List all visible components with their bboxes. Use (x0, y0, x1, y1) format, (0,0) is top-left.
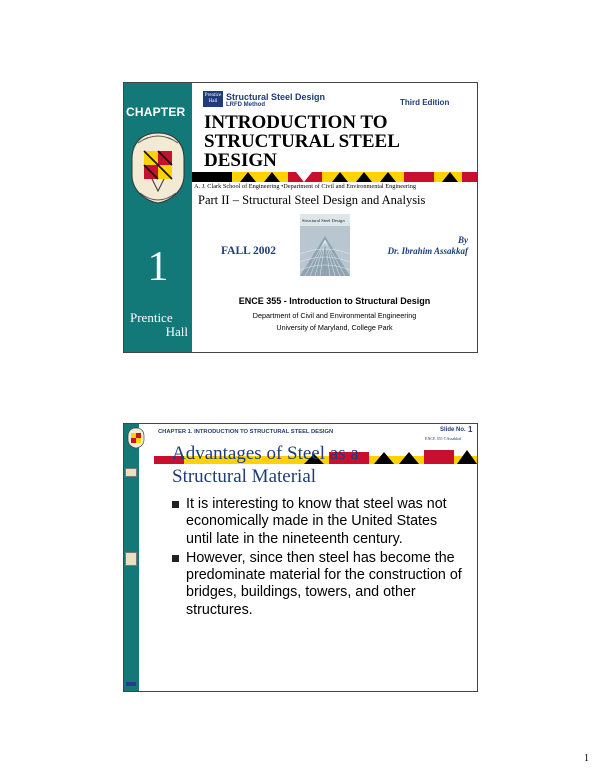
bullet-item (172, 496, 467, 548)
chapter-header: CHAPTER 1. INTRODUCTION TO STRUCTURAL STEEL DESIGN (158, 429, 334, 435)
course-title: ENCE 355 - Introduction to Structural Design (238, 296, 431, 306)
slide-number-label: Slide No. (440, 427, 466, 433)
school-line: A. J. Clark School of Engineering •Department of Civil and Environmental Engineering (194, 183, 417, 190)
university-seal-icon (130, 131, 186, 205)
document-icon (125, 552, 137, 566)
content-slide (123, 423, 478, 692)
bullet-list (172, 496, 467, 621)
page-number: 1 (584, 753, 589, 764)
author-name: Dr. Ibrahim Assakkaf (387, 246, 468, 256)
book-subtitle: LRFD Method (226, 102, 265, 108)
chapter-title-line-1: INTRODUCTION TO (204, 112, 388, 133)
bullet-text: It is interesting to know that steel was not economically made in the United States until late in the nineteenth century. (186, 496, 447, 547)
chapter-title-line-3: DESIGN (204, 150, 277, 171)
university-seal-icon (127, 427, 145, 449)
bullet-square-icon (172, 555, 179, 562)
author-block (364, 235, 468, 257)
publisher-line-1: Prentice (130, 310, 173, 325)
slide-title-line-2: Structural Material (172, 466, 317, 487)
university-name: University of Maryland, College Park (276, 323, 393, 332)
part-title: Part II – Structural Steel Design and Analysis (198, 193, 426, 207)
title-slide (123, 82, 478, 353)
navigation-icon (126, 682, 136, 686)
bullet-item (172, 550, 467, 619)
course-tag: ENCE 355 ©Assakkaf (425, 436, 462, 441)
bullet-text: However, since then steel has become the predominate material for the construction of bridges, buildings, towers, and other structures. (186, 549, 462, 618)
department-name: Department of Civil and Environmental Engineering (252, 311, 417, 320)
chapter-title-line-2: STRUCTURAL STEEL (204, 131, 400, 152)
publisher-line-2: Hall (165, 324, 188, 339)
chapter-number: 1 (147, 244, 169, 290)
book-cover-image (300, 214, 350, 276)
chapter-label: CHAPTER (126, 105, 186, 119)
book-cover-title: Structural Steel Design (302, 218, 345, 223)
slide-title (172, 442, 422, 488)
slide-number: 1 (468, 425, 473, 434)
publisher-logo-line-1: Prentice (204, 93, 222, 98)
book-title: Structural Steel Design (226, 92, 326, 102)
notes-icon (125, 468, 137, 477)
publisher-logo-line-2: Hall (208, 99, 218, 104)
publisher-logo-icon (203, 91, 223, 107)
edition-label: Third Edition (400, 98, 450, 107)
by-label: By (458, 235, 468, 245)
slide-title-line-1: Advantages of Steel as a (172, 443, 359, 464)
chapter-title (204, 113, 474, 170)
bullet-square-icon (172, 501, 179, 508)
publisher-name (130, 311, 188, 339)
semester-label: FALL 2002 (221, 245, 277, 257)
maryland-flag-band (192, 172, 477, 182)
